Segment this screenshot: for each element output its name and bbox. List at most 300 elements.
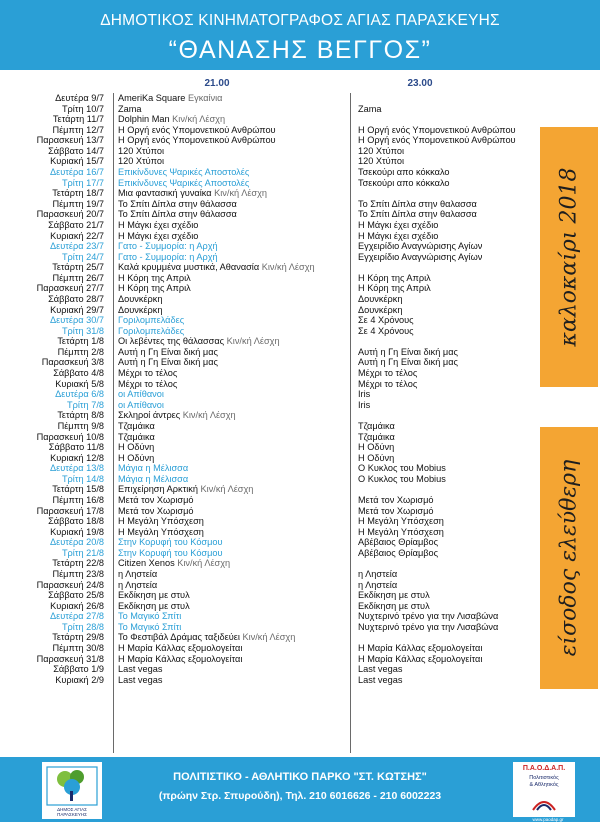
film-first-show xyxy=(118,632,346,643)
film-title: Το Μαγικό Σπίτι xyxy=(118,621,182,632)
film-title: 120 Χτύποι xyxy=(118,156,165,167)
schedule-row xyxy=(0,252,600,263)
paodap-emblem-icon xyxy=(531,792,557,812)
screening-date: Τετάρτη 29/8 xyxy=(52,632,104,643)
film-first-show xyxy=(118,495,346,506)
film-title: οι Απίθανοι xyxy=(118,389,164,400)
film-second-show: Τσεκούρι απο κόκκαλο xyxy=(358,167,450,178)
film-title: Η Κόρη της Απριλ xyxy=(118,272,191,283)
schedule-row xyxy=(0,188,600,199)
screening-date: Τρίτη 21/8 xyxy=(61,547,104,558)
film-second-show: Εγχειρίδιο Αναγνώρισης Αγίων xyxy=(358,241,483,252)
tree-logo-icon xyxy=(43,763,101,809)
screening-date: Δευτέρα 13/8 xyxy=(50,463,104,474)
schedule-row xyxy=(0,442,600,453)
film-second-show: Η Οργή ενός Υπομονετικού Ανθρώπου xyxy=(358,124,516,135)
film-first-show xyxy=(118,442,346,453)
schedule-row xyxy=(0,527,600,538)
film-second-show: Σε 4 Χρόνους xyxy=(358,325,414,336)
schedule-row xyxy=(0,305,600,316)
film-first-show xyxy=(118,114,346,125)
film-title: Εκδίκηση με στυλ xyxy=(118,600,190,611)
screening-date: Τετάρτη 1/8 xyxy=(57,336,104,347)
film-first-show xyxy=(118,664,346,675)
film-title: Το Φεστιβάλ Δράμας ταξιδεύει xyxy=(118,632,240,643)
film-first-show xyxy=(118,283,346,294)
film-second-show: Δουνκέρκη xyxy=(358,304,403,315)
screening-date: Δευτέρα 6/8 xyxy=(55,389,104,400)
paodap-logo xyxy=(513,762,575,817)
screening-date: Κυριακή 12/8 xyxy=(50,452,104,463)
film-first-show xyxy=(118,156,346,167)
film-second-show: Η Κόρη της Απριλ xyxy=(358,283,431,294)
screening-date: Τετάρτη 25/7 xyxy=(52,262,104,273)
film-second-show: Αβέβαιος Θρίαμβος xyxy=(358,547,439,558)
header-banner xyxy=(0,0,600,70)
film-first-show xyxy=(118,252,346,263)
screening-date: Τρίτη 28/8 xyxy=(61,621,104,632)
paodap-line1: Πολιτιστικός xyxy=(529,775,559,781)
film-first-show xyxy=(118,135,346,146)
schedule-row xyxy=(0,135,600,146)
screening-date: Σάββατο 25/8 xyxy=(48,590,104,601)
film-title: Η Οργή ενός Υπομονετικού Ανθρώπου xyxy=(118,124,276,135)
screening-date: Παρασκευή 10/8 xyxy=(36,431,104,442)
screening-date: Κυριακή 2/9 xyxy=(55,674,104,685)
film-first-show xyxy=(118,167,346,178)
film-title: Το Μαγικό Σπίτι xyxy=(118,611,182,622)
film-second-show: Zama xyxy=(358,103,382,114)
screening-date: Κυριακή 26/8 xyxy=(50,600,104,611)
film-title: Τζαμάικα xyxy=(118,431,155,442)
film-second-show: Μέχρι το τέλος xyxy=(358,378,418,389)
film-title: η Ληστεία xyxy=(118,579,158,590)
film-title: Η Μεγάλη Υπόσχεση xyxy=(118,516,204,527)
schedule-row xyxy=(0,400,600,411)
film-first-show xyxy=(118,590,346,601)
screening-note: Κιν/κή Λέσχη xyxy=(261,262,315,273)
film-second-show: Μετά τον Χωρισμό xyxy=(358,505,434,516)
screening-date: Τετάρτη 8/8 xyxy=(57,410,104,421)
film-title: Η Οδύνη xyxy=(118,452,155,463)
film-title: Η Μαρία Κάλλας εξομολογείται xyxy=(118,643,243,654)
screening-date: Δευτέρα 16/7 xyxy=(50,167,104,178)
schedule-row xyxy=(0,294,600,305)
film-second-show: Αυτή η Γη Είναι δική μας xyxy=(358,346,458,357)
schedule-row xyxy=(0,220,600,231)
film-first-show xyxy=(118,220,346,231)
schedule-row xyxy=(0,357,600,368)
film-title: Last vegas xyxy=(118,664,163,675)
screening-date: Τρίτη 24/7 xyxy=(61,251,104,262)
screening-date: Κυριακή 5/8 xyxy=(55,378,104,389)
screening-date: Σάββατο 28/7 xyxy=(48,293,104,304)
screening-date: Παρασκευή 31/8 xyxy=(36,653,104,664)
cinema-name: ΔΗΜΟΤΙΚΟΣ ΚΙΝΗΜΑΤΟΓΡΑΦΟΣ ΑΓΙΑΣ ΠΑΡΑΣΚΕΥΗΣ xyxy=(100,12,500,29)
film-first-show xyxy=(118,537,346,548)
schedule-row xyxy=(0,410,600,421)
film-first-show xyxy=(118,93,346,104)
paodap-title: Π.Α.Ο.Δ.Α.Π. xyxy=(522,765,566,772)
film-first-show xyxy=(118,484,346,495)
film-title: Επικίνδυνες Ψαρικές Αποστολές xyxy=(118,177,250,188)
film-first-show xyxy=(118,474,346,485)
film-first-show xyxy=(118,368,346,379)
film-first-show xyxy=(118,410,346,421)
time-header-second: 23.00 xyxy=(407,78,433,89)
film-title: Η Οδύνη xyxy=(118,442,155,453)
film-first-show xyxy=(118,336,346,347)
schedule-row xyxy=(0,421,600,432)
screening-note: Κιν/κή Λέσχη xyxy=(226,336,280,347)
film-title: Η Μαρία Κάλλας εξομολογείται xyxy=(118,653,243,664)
schedule-row xyxy=(0,611,600,622)
screening-date: Δευτέρα 23/7 xyxy=(50,241,104,252)
film-second-show: 120 Χτύποι xyxy=(358,156,405,167)
film-title: Επικίνδυνες Ψαρικές Αποστολές xyxy=(118,167,250,178)
film-title: Γοριλομπελάδες xyxy=(118,315,185,326)
venue-contact: (πρώην Στρ. Σπυρούδη), Τηλ. 210 6016626 - 210 6002223 xyxy=(158,790,442,802)
film-first-show xyxy=(118,580,346,591)
film-title: Μέχρι το τέλος xyxy=(118,368,178,379)
schedule-row xyxy=(0,167,600,178)
film-first-show xyxy=(118,453,346,464)
schedule-row xyxy=(0,156,600,167)
schedule-row xyxy=(0,347,600,358)
schedule-row xyxy=(0,506,600,517)
schedule-row xyxy=(0,569,600,580)
film-first-show xyxy=(118,527,346,538)
film-second-show: Η Μαρία Κάλλας εξομολογείται xyxy=(358,643,483,654)
film-second-show: Σε 4 Χρόνους xyxy=(358,315,414,326)
schedule-row xyxy=(0,590,600,601)
schedule-row xyxy=(0,231,600,242)
screening-date: Δευτέρα 20/8 xyxy=(50,537,104,548)
schedule-row xyxy=(0,93,600,104)
schedule-row xyxy=(0,632,600,643)
cinema-title: “ΘΑΝΑΣΗΣ ΒΕΓΓΟΣ” xyxy=(168,36,432,64)
film-title: Μετά τον Χωρισμό xyxy=(118,505,194,516)
film-first-show xyxy=(118,601,346,612)
paodap-line2: & Αθλητικός xyxy=(529,782,559,788)
schedule-row xyxy=(0,453,600,464)
screening-date: Σάββατο 14/7 xyxy=(48,145,104,156)
screening-date: Σάββατο 18/8 xyxy=(48,516,104,527)
film-second-show: Η Μεγάλη Υπόσχεση xyxy=(358,526,444,537)
film-first-show xyxy=(118,315,346,326)
schedule-row xyxy=(0,114,600,125)
film-first-show xyxy=(118,199,346,210)
screening-date: Παρασκευή 27/7 xyxy=(36,283,104,294)
film-title: Το Σπίτι Δίπλα στην θάλασσα xyxy=(118,209,237,220)
film-first-show xyxy=(118,347,346,358)
film-first-show xyxy=(118,178,346,189)
schedule-row xyxy=(0,601,600,612)
schedule-row xyxy=(0,262,600,273)
film-title: Last vegas xyxy=(118,674,163,685)
film-second-show: Η Οδύνη xyxy=(358,442,395,453)
schedule-row xyxy=(0,146,600,157)
screening-date: Κυριακή 19/8 xyxy=(50,526,104,537)
film-first-show xyxy=(118,262,346,273)
column-headers xyxy=(0,73,600,93)
screening-date: Σάββατο 11/8 xyxy=(48,442,104,453)
schedule-row xyxy=(0,622,600,633)
film-first-show xyxy=(118,548,346,559)
film-title: Η Οργή ενός Υπομονετικού Ανθρώπου xyxy=(118,135,276,146)
film-second-show: Η Μεγάλη Υπόσχεση xyxy=(358,516,444,527)
schedule-row xyxy=(0,273,600,284)
film-first-show xyxy=(118,305,346,316)
film-first-show xyxy=(118,294,346,305)
screening-date: Παρασκευή 17/8 xyxy=(36,505,104,516)
film-title: Σκληροί άντρες xyxy=(118,410,181,421)
schedule-row xyxy=(0,537,600,548)
screening-date: Τρίτη 7/8 xyxy=(67,399,104,410)
film-second-show: Νυχτερινό τρένο για την Λισαβώνα xyxy=(358,621,499,632)
schedule-row xyxy=(0,654,600,665)
film-title: Δουνκέρκη xyxy=(118,304,163,315)
film-second-show: Iris xyxy=(358,389,371,400)
film-title: Μετά τον Χωρισμό xyxy=(118,494,194,505)
film-second-show: Ο Κυκλος του Mobius xyxy=(358,473,446,484)
screening-date: Σάββατο 21/7 xyxy=(48,219,104,230)
film-second-show: Το Σπίτι Δίπλα στην θαλασσα xyxy=(358,198,477,209)
venue-name: ΠΟΛΙΤΙΣΤΙΚΟ - ΑΘΛΗΤΙΚΟ ΠΑΡΚΟ "ΣΤ. ΚΩΤΣΗΣ" xyxy=(173,771,427,783)
screening-note: Κιν/κή Λέσχη xyxy=(242,632,296,643)
film-second-show: 120 Χτύποι xyxy=(358,145,405,156)
screening-note: Κιν/κή Λέσχη xyxy=(172,114,226,125)
film-second-show: Last vegas xyxy=(358,674,403,685)
film-second-show: Last vegas xyxy=(358,664,403,675)
film-first-show xyxy=(118,421,346,432)
film-second-show: Ο Κυκλος του Mobius xyxy=(358,463,446,474)
film-title: Τζαμάικα xyxy=(118,420,155,431)
film-title: Citizen Xenos xyxy=(118,558,175,569)
schedule-row xyxy=(0,209,600,220)
film-title: Η Μεγάλη Υπόσχεση xyxy=(118,526,204,537)
schedule-row xyxy=(0,463,600,474)
schedule-row xyxy=(0,664,600,675)
film-first-show xyxy=(118,558,346,569)
film-second-show: Η Οργή ενός Υπομονετικού Ανθρώπου xyxy=(358,135,516,146)
screening-date: Κυριακή 29/7 xyxy=(50,304,104,315)
film-first-show xyxy=(118,400,346,411)
film-first-show xyxy=(118,389,346,400)
schedule-row xyxy=(0,432,600,443)
screening-date: Σάββατο 1/9 xyxy=(53,664,104,675)
film-title: Δουνκέρκη xyxy=(118,293,163,304)
schedule-row xyxy=(0,474,600,485)
screening-date: Τετάρτη 18/7 xyxy=(52,188,104,199)
film-second-show: Εκδίκηση με στυλ xyxy=(358,590,430,601)
schedule-row xyxy=(0,516,600,527)
film-first-show xyxy=(118,569,346,580)
schedule-row xyxy=(0,178,600,189)
screening-date: Τετάρτη 15/8 xyxy=(52,484,104,495)
schedule-row xyxy=(0,368,600,379)
schedule-row xyxy=(0,643,600,654)
film-second-show: Iris xyxy=(358,399,371,410)
schedule-row xyxy=(0,548,600,559)
film-first-show xyxy=(118,643,346,654)
screening-date: Δευτέρα 30/7 xyxy=(50,315,104,326)
schedule-table xyxy=(0,93,600,685)
free-entry-band xyxy=(540,427,598,689)
screening-date: Τρίτη 31/8 xyxy=(61,325,104,336)
film-first-show xyxy=(118,622,346,633)
film-second-show: Εγχειρίδιο Αναγνώρισης Αγίων xyxy=(358,251,483,262)
film-title: Μάγια η Μέλισσα xyxy=(118,473,189,484)
screening-date: Πέμπτη 9/8 xyxy=(57,420,104,431)
film-first-show xyxy=(118,209,346,220)
film-title: Στην Κορυφή του Κόσμου xyxy=(118,547,223,558)
film-title: Μάγια η Μέλισσα xyxy=(118,463,189,474)
schedule-row xyxy=(0,326,600,337)
screening-date: Παρασκευή 3/8 xyxy=(41,357,104,368)
film-second-show: Αυτή η Γη Είναι δική μας xyxy=(358,357,458,368)
screening-date: Κυριακή 15/7 xyxy=(50,156,104,167)
screening-date: Κυριακή 22/7 xyxy=(50,230,104,241)
screening-date: Τετάρτη 22/8 xyxy=(52,558,104,569)
screening-date: Πέμπτη 12/7 xyxy=(52,124,104,135)
film-second-show: Η Μάγκι έχει σχέδιο xyxy=(358,219,439,230)
film-first-show xyxy=(118,432,346,443)
municipality-logo xyxy=(42,762,102,819)
screening-date: Πέμπτη 23/8 xyxy=(52,569,104,580)
schedule-row xyxy=(0,495,600,506)
film-first-show xyxy=(118,611,346,622)
film-second-show: Η Κόρη της Απριλ xyxy=(358,272,431,283)
film-first-show xyxy=(118,231,346,242)
screening-note: Κιν/κή Λέσχη xyxy=(177,558,231,569)
screening-date: Πέμπτη 2/8 xyxy=(57,346,104,357)
film-first-show xyxy=(118,273,346,284)
film-second-show: Τζαμάικα xyxy=(358,431,395,442)
film-title: Dolphin Man xyxy=(118,114,170,125)
screening-note: Κιν/κή Λέσχη xyxy=(200,484,254,495)
film-first-show xyxy=(118,463,346,474)
film-second-show: η Ληστεία xyxy=(358,579,398,590)
schedule-row xyxy=(0,580,600,591)
film-first-show xyxy=(118,241,346,252)
time-header-first: 21.00 xyxy=(204,78,230,89)
film-first-show xyxy=(118,675,346,686)
screening-date: Πέμπτη 26/7 xyxy=(52,272,104,283)
film-first-show xyxy=(118,146,346,157)
film-second-show: Εκδίκηση με στυλ xyxy=(358,600,430,611)
schedule-row xyxy=(0,389,600,400)
screening-date: Τρίτη 10/7 xyxy=(61,103,104,114)
screening-date: Τετάρτη 11/7 xyxy=(52,114,104,125)
film-title: Οι λεβέντες της θάλασσας xyxy=(118,336,225,347)
schedule-row xyxy=(0,558,600,569)
season-band xyxy=(540,127,598,387)
film-title: Στην Κορυφή του Κόσμου xyxy=(118,537,223,548)
film-title: οι Απίθανοι xyxy=(118,399,164,410)
film-second-show: Αβέβαιος Θρίαμβος xyxy=(358,537,439,548)
film-title: Γοριλομπελάδες xyxy=(118,325,185,336)
film-title: Επιχείρηση Αρκτική xyxy=(118,484,198,495)
schedule-row xyxy=(0,241,600,252)
screening-date: Παρασκευή 20/7 xyxy=(36,209,104,220)
film-title: Μέχρι το τέλος xyxy=(118,378,178,389)
film-second-show: Τσεκούρι απο κόκκαλο xyxy=(358,177,450,188)
film-first-show xyxy=(118,654,346,665)
screening-note: Εγκαίνια xyxy=(187,93,223,103)
schedule-row xyxy=(0,283,600,294)
film-first-show xyxy=(118,326,346,337)
footer-banner xyxy=(0,757,600,822)
film-title: Αυτή η Γη Είναι δική μας xyxy=(118,357,218,368)
film-second-show: Η Μάγκι έχει σχέδιο xyxy=(358,230,439,241)
screening-note: Κιν/κή Λέσχη xyxy=(214,188,268,199)
schedule-row xyxy=(0,484,600,495)
film-title: Η Κόρη της Απριλ xyxy=(118,283,191,294)
film-first-show xyxy=(118,357,346,368)
screening-date: Παρασκευή 24/8 xyxy=(36,579,104,590)
film-title: Γατο - Συμμορία: η Αρχή xyxy=(118,251,218,262)
screening-note: Κιν/κή Λέσχη xyxy=(182,410,236,421)
screening-date: Τρίτη 14/8 xyxy=(61,473,104,484)
schedule-row xyxy=(0,379,600,390)
screening-date: Παρασκευή 13/7 xyxy=(36,135,104,146)
film-first-show xyxy=(118,379,346,390)
screening-date: Πέμπτη 19/7 xyxy=(52,198,104,209)
screening-date: Δευτέρα 9/7 xyxy=(55,93,104,103)
film-second-show: Τζαμάικα xyxy=(358,420,395,431)
schedule-row xyxy=(0,125,600,136)
film-title: Καλά κρυμμένα μυστικά, Αθανασία xyxy=(118,262,260,273)
season-label: καλοκαίρι 2018 xyxy=(556,167,582,347)
film-first-show xyxy=(118,188,346,199)
film-second-show: Δουνκέρκη xyxy=(358,293,403,304)
film-second-show: Νυχτερινό τρένο για την Λισαβώνα xyxy=(358,611,499,622)
film-title: Εκδίκηση με στυλ xyxy=(118,590,190,601)
schedule-row xyxy=(0,315,600,326)
film-title: Το Σπίτι Δίπλα στην θάλασσα xyxy=(118,198,237,209)
screening-date: Σάββατο 4/8 xyxy=(53,368,104,379)
film-title: Γατο - Συμμορία: η Αρχή xyxy=(118,241,218,252)
film-second-show: Μετά τον Χωρισμό xyxy=(358,494,434,505)
film-title: Zama xyxy=(118,103,142,114)
schedule-row xyxy=(0,104,600,115)
film-title: η Ληστεία xyxy=(118,569,158,580)
film-second-show: Η Οδύνη xyxy=(358,452,395,463)
film-title: AmeriKa Square xyxy=(118,93,186,103)
screening-date: Πέμπτη 30/8 xyxy=(52,643,104,654)
screening-date: Πέμπτη 16/8 xyxy=(52,494,104,505)
schedule-row xyxy=(0,675,600,686)
film-second-show: Το Σπίτι Δίπλα στην θαλασσα xyxy=(358,209,477,220)
film-second-show: Η Μαρία Κάλλας εξομολογείται xyxy=(358,653,483,664)
film-title: 120 Χτύποι xyxy=(118,145,165,156)
film-first-show xyxy=(118,516,346,527)
free-entry-label: είσοδος ελεύθερη xyxy=(556,459,582,657)
film-second-show: η Ληστεία xyxy=(358,569,398,580)
film-first-show xyxy=(118,506,346,517)
film-second-show: Μέχρι το τέλος xyxy=(358,368,418,379)
schedule-row xyxy=(0,199,600,210)
municipality-caption: ΔΗΜΟΣ ΑΓΙΑΣ ΠΑΡΑΣΚΕΥΗΣ xyxy=(57,807,87,817)
film-first-show xyxy=(118,125,346,136)
paodap-url[interactable]: www.paodap.gr xyxy=(532,817,564,822)
film-first-show xyxy=(118,104,346,115)
film-title: Αυτή η Γη Είναι δική μας xyxy=(118,346,218,357)
screening-date: Τρίτη 17/7 xyxy=(61,177,104,188)
screening-date: Δευτέρα 27/8 xyxy=(50,611,104,622)
film-title: Η Μάγκι έχει σχέδιο xyxy=(118,230,199,241)
